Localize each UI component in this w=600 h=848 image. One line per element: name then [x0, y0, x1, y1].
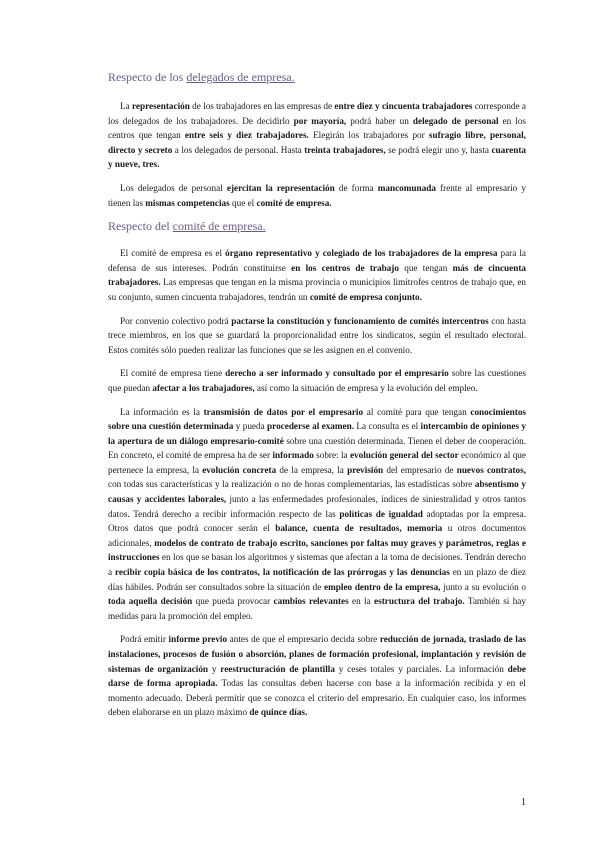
- bold-text: de quince días.: [249, 707, 308, 718]
- text-run: a los delegados de personal. Hasta: [172, 144, 305, 155]
- bold-text: previsión: [347, 464, 384, 475]
- heading-link[interactable]: delegados de empresa.: [186, 70, 295, 84]
- text-run: adoptadas por la empresa. Otros datos que podrá conocer serán el: [108, 508, 526, 534]
- text-run: sobre: la: [313, 450, 350, 461]
- text-run: antes de que el empresario decida sobre: [227, 634, 380, 645]
- bold-text: treinta trabajadores,: [304, 144, 386, 155]
- section-heading-delegados: [108, 70, 526, 84]
- text-run: También si hay medidas para la promoción del empleo.: [108, 596, 526, 621]
- bold-text: comité de empresa conjunto.: [309, 291, 422, 302]
- section-heading-comite: [108, 219, 526, 233]
- text-run: Podrá emitir: [120, 634, 169, 645]
- bold-text: estructura del trabajo.: [374, 596, 465, 607]
- bold-text: reestructuración de plantilla: [220, 663, 335, 674]
- text-run: que pueda provocar: [192, 596, 274, 607]
- text-run: Los delegados de personal: [120, 182, 227, 193]
- bold-text: informado: [272, 450, 314, 461]
- bold-text: intercambio de opiniones y la apertura de un diálogo empresario-comité: [108, 421, 526, 446]
- text-run: Las empresas que tengan en la misma provincia o municipios limítrofes centros de trabajo que, en su conjunto, sumen cincuenta trabajadores, tendrán un: [108, 277, 526, 302]
- bold-text: órgano representativo y colegiado de los trabajadores de la empresa: [225, 248, 498, 259]
- bold-text: mancomunada: [377, 182, 436, 193]
- heading-prefix: Respecto del: [108, 219, 173, 234]
- text-run: de los trabajadores en las empresas de: [189, 101, 335, 111]
- text-run: La consulta es el: [354, 421, 421, 432]
- bold-text: cambios relevantes: [273, 596, 349, 607]
- bold-text: debe darse de forma apropiada.: [108, 663, 526, 689]
- bold-text: conocimientos sobre una cuestión determinada: [108, 406, 527, 432]
- text-run: en los que se basan los algoritmos y sistemas que afectan a la toma de decisiones. Tendrán derecho a: [108, 552, 526, 578]
- body-paragraph: [108, 632, 526, 720]
- text-run: que tengan: [398, 262, 453, 273]
- bold-text: en los centros de trabajo: [291, 262, 399, 273]
- body-paragraph: [108, 314, 526, 358]
- text-run: junto a su evolución o: [440, 581, 526, 592]
- text-run: con todas sus características y la realización o no de horas complementarias, las estadísticas sobre: [108, 479, 475, 490]
- heading-prefix: Respecto de los: [108, 70, 187, 84]
- bold-text: informe previo: [168, 634, 228, 645]
- text-run: sobre las cuestiones que puedan: [108, 368, 526, 393]
- text-run: u otros documentos adicionales,: [108, 523, 526, 548]
- text-run: con hasta trece miembros, en los que se guardará la proporcionalidad entre los sindicatos, según el resultado electoral. Estos comités sólo pueden realizar las funciones que se les asignen en el convenio.: [108, 315, 526, 355]
- text-run: corresponde a los delegados de los trabajadores. De decidirlo: [108, 101, 526, 126]
- bold-text: pactarse la constitución y funcionamiento de comités intercentros: [231, 315, 489, 326]
- text-run: podrá haber un: [346, 115, 413, 126]
- bold-text: procederse al examen.: [267, 421, 355, 432]
- bold-text: por mayoría,: [293, 115, 347, 126]
- text-run: de la empresa, la: [276, 464, 348, 475]
- bold-text: reducción de jornada, traslado de las instalaciones, procesos de fusión o absorción, planes de formación profesional, implantación y revisión de sistemas de organización: [108, 634, 526, 674]
- text-run: frente al empresario y tienen las: [108, 182, 526, 208]
- text-run: para la defensa de sus intereses. Podrán constituirse: [108, 248, 526, 273]
- text-run: La: [120, 101, 133, 111]
- text-run: que el: [229, 197, 257, 208]
- text-run: se podrá elegir uno y, hasta: [385, 144, 492, 155]
- page-number: 1: [521, 797, 526, 808]
- text-run: de forma: [334, 182, 378, 193]
- page-content: [108, 70, 526, 729]
- bold-text: recibir copia básica de los contratos, la notificación de las prórrogas y las denuncias: [114, 567, 450, 578]
- text-run: en los centros que tengan: [108, 115, 526, 141]
- bold-text: comité de empresa.: [256, 197, 332, 208]
- section-comite-body: [108, 246, 526, 720]
- text-run: junto a las enfermedades profesionales, índices de siniestralidad y otros tantos datos. Tendrá derecho a recibir información respecto de las: [108, 494, 526, 519]
- text-run: sobre una cuestión determinada. Tienen el deber de cooperación. En concreto, el comité de empresa ha de ser: [108, 435, 526, 461]
- text-run: Todas las consultas deben hacerse con base a la información recibida y en el momento adecuado. Deberá permitir que se conozca el criterio del empresario. En cualquier caso, los informes deben elaborarse en un plazo máximo: [108, 678, 526, 718]
- text-run: del empresario de: [383, 464, 457, 475]
- text-run: Elegirán los trabajadores por: [308, 130, 429, 141]
- body-paragraph: [108, 405, 526, 624]
- bold-text: transmisión de datos por el empresario: [203, 406, 364, 417]
- heading-link[interactable]: comité de empresa.: [172, 219, 266, 234]
- bold-text: cuarenta y nueve, tres.: [108, 144, 526, 170]
- text-run: en la: [348, 596, 375, 607]
- text-run: El comité de empresa tiene: [120, 368, 226, 379]
- body-paragraph: [108, 246, 526, 304]
- text-run: La información es la: [120, 406, 204, 417]
- text-run: al comité para que tengan: [363, 406, 471, 417]
- bold-text: ejercitan la representación: [226, 182, 335, 193]
- section-delegados-body: [108, 99, 526, 210]
- text-run: en un plazo de diez días hábiles. Podrán ser consultados sobre la situación de: [108, 567, 526, 592]
- text-run: y: [208, 663, 221, 674]
- bold-text: balance, cuenta de resultados, memoria: [275, 523, 443, 534]
- text-run: económico al que pertenece la empresa, la: [108, 450, 526, 475]
- bold-text: empleo dentro de la empresa,: [324, 581, 441, 592]
- bold-text: políticas de igualdad: [339, 508, 423, 519]
- bold-text: entre diez y cincuenta trabajadores: [334, 101, 473, 111]
- bold-text: sufragio libre, personal, directo y secreto: [108, 130, 526, 155]
- text-run: y pueda: [233, 421, 268, 432]
- bold-text: afectar a los trabajadores,: [152, 382, 255, 393]
- text-run: y ceses totales y parciales. La información: [334, 663, 508, 674]
- bold-text: delegado de personal: [412, 115, 499, 126]
- bold-text: toda aquella decisión: [108, 596, 193, 607]
- body-paragraph: [108, 181, 526, 210]
- bold-text: evolución concreta: [202, 464, 277, 475]
- body-paragraph: [108, 366, 526, 395]
- bold-text: modelos de contrato de trabajo escrito, sanciones por faltas muy graves y parámetros, reglas e instrucciones: [108, 537, 526, 563]
- text-run: El comité de empresa es el: [120, 248, 226, 259]
- bold-text: nuevos contratos,: [456, 464, 527, 475]
- bold-text: absentismo y causas y accidentes laborales,: [108, 479, 526, 505]
- text-run: Por convenio colectivo podrá: [120, 315, 232, 326]
- bold-text: más de cincuenta trabajadores.: [108, 262, 526, 288]
- text-run: así como la situación de empresa y la evolución del empleo.: [254, 382, 478, 393]
- bold-text: entre seis y diez trabajadores.: [184, 130, 309, 141]
- body-paragraph: [108, 99, 526, 172]
- bold-text: mismas competencias: [145, 197, 230, 208]
- bold-text: evolución general del sector: [349, 450, 459, 461]
- bold-text: representación: [132, 101, 190, 111]
- bold-text: derecho a ser informado y consultado por el empresario: [225, 368, 449, 379]
